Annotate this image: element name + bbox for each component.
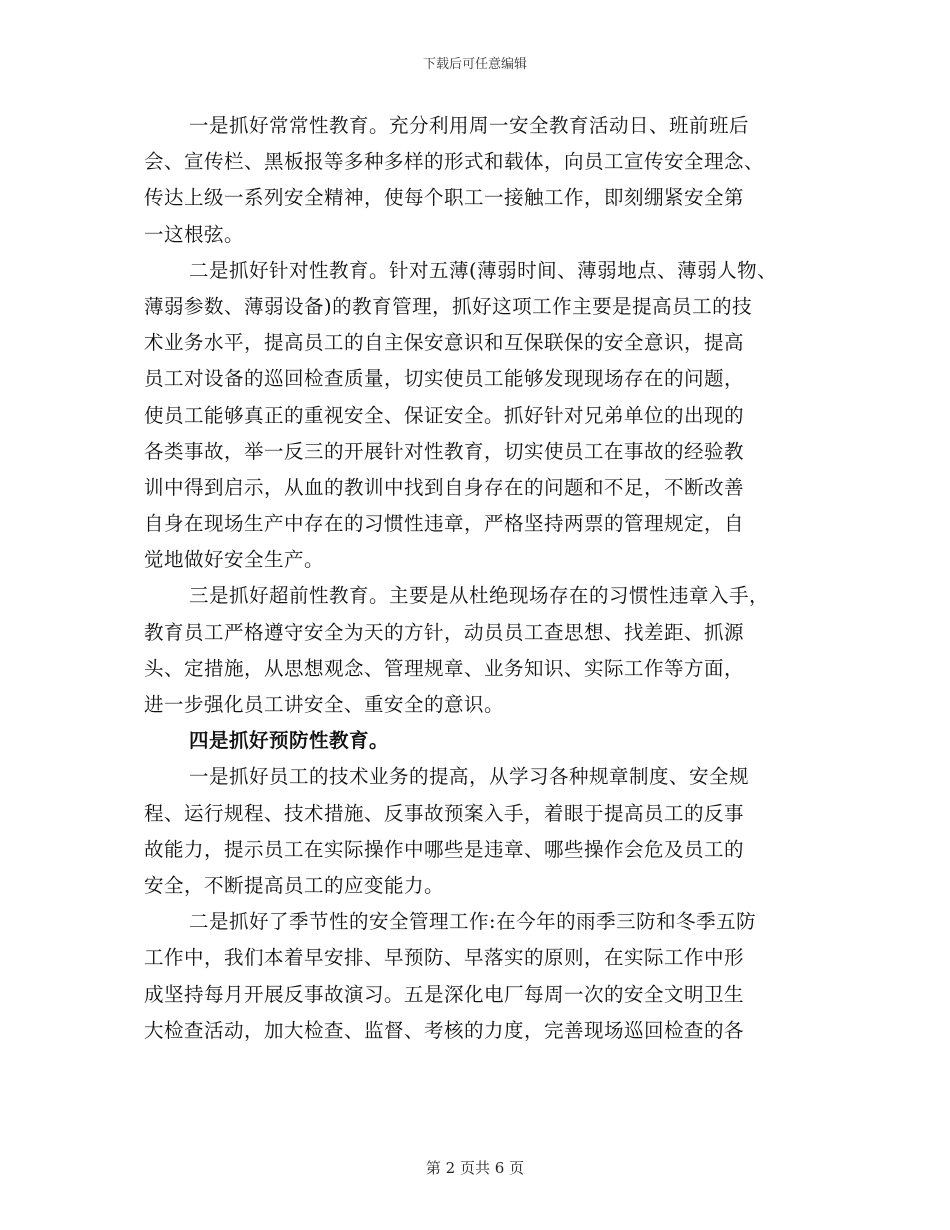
text-line: 头、定措施，从思想观念、管理规章、业务知识、实际工作等方面， <box>144 656 745 680</box>
text-line: 安全，不断提高员工的应变能力。 <box>144 873 445 897</box>
text-line: 二是抓好了季节性的安全管理工作:在今年的雨季三防和冬季五防 <box>189 910 757 934</box>
text-line: 术业务水平，提高员工的自主保安意识和互保联保的安全意识，提高 <box>144 331 745 355</box>
text-line: 一是抓好员工的技术业务的提高，从学习各种规章制度、安全规 <box>189 765 750 789</box>
paragraph <box>144 253 814 579</box>
text-line: 程、运行规程、技术措施、反事故预案入手，着眼于提高员工的反事 <box>144 801 745 825</box>
text-line: 三是抓好超前性教育。主要是从杜绝现场存在的习惯性违章入手， <box>189 584 770 608</box>
text-line: 大检查活动，加大检查、监督、考核的力度，完善现场巡回检查的各 <box>144 1018 745 1042</box>
text-line: 传达上级一系列安全精神，使每个职工一接触工作，即刻绷紧安全第 <box>144 186 745 210</box>
paragraph <box>144 578 814 723</box>
text-line: 觉地做好安全生产。 <box>144 548 325 572</box>
paragraph <box>144 759 814 904</box>
text-line: 各类事故，举一反三的开展针对性教育，切实使员工在事故的经验教 <box>144 439 745 463</box>
text-line: 二是抓好针对性教育。针对五薄(薄弱时间、薄弱地点、薄弱人物、 <box>189 258 778 282</box>
paragraph <box>144 108 814 253</box>
text-line: 训中得到启示，从血的教训中找到自身存在的问题和不足，不断改善 <box>144 475 745 499</box>
paragraph <box>144 904 814 1049</box>
text-line: 一这根弦。 <box>144 222 245 246</box>
text-line: 使员工能够真正的重视安全、保证安全。抓好针对兄弟单位的出现的 <box>144 403 745 427</box>
text-line: 薄弱参数、薄弱设备)的教育管理，抓好这项工作主要是提高员工的技 <box>144 294 753 318</box>
text-line: 故能力，提示员工在实际操作中哪些是违章、哪些操作会危及员工的 <box>144 837 745 861</box>
text-line: 成坚持每月开展反事故演习。五是深化电厂每周一次的安全文明卫生 <box>144 982 745 1006</box>
text-line: 进一步强化员工讲安全、重安全的意识。 <box>144 693 505 716</box>
text-line: 工作中，我们本着早安排、早预防、早落实的原则，在实际工作中形 <box>144 946 745 970</box>
text-line: 员工对设备的巡回检查质量，切实使员工能够发现现场存在的问题， <box>144 367 745 391</box>
text-line: 自身在现场生产中存在的习惯性违章，严格坚持两票的管理规定，自 <box>144 512 745 536</box>
page-header: 下载后可任意编辑 <box>422 57 527 72</box>
page-footer: 第 2 页共 6 页 <box>425 1159 525 1177</box>
text-line: 一是抓好常常性教育。充分利用周一安全教育活动日、班前班后 <box>189 114 750 137</box>
document-body <box>144 108 814 1049</box>
text-line: 会、宣传栏、黑板报等多种多样的形式和载体，向员工宣传安全理念、 <box>144 150 765 174</box>
section-heading: 四是抓好预防性教育。 <box>189 729 390 753</box>
text-line: 教育员工严格遵守安全为天的方针，动员员工查思想、找差距、抓源 <box>144 620 745 644</box>
